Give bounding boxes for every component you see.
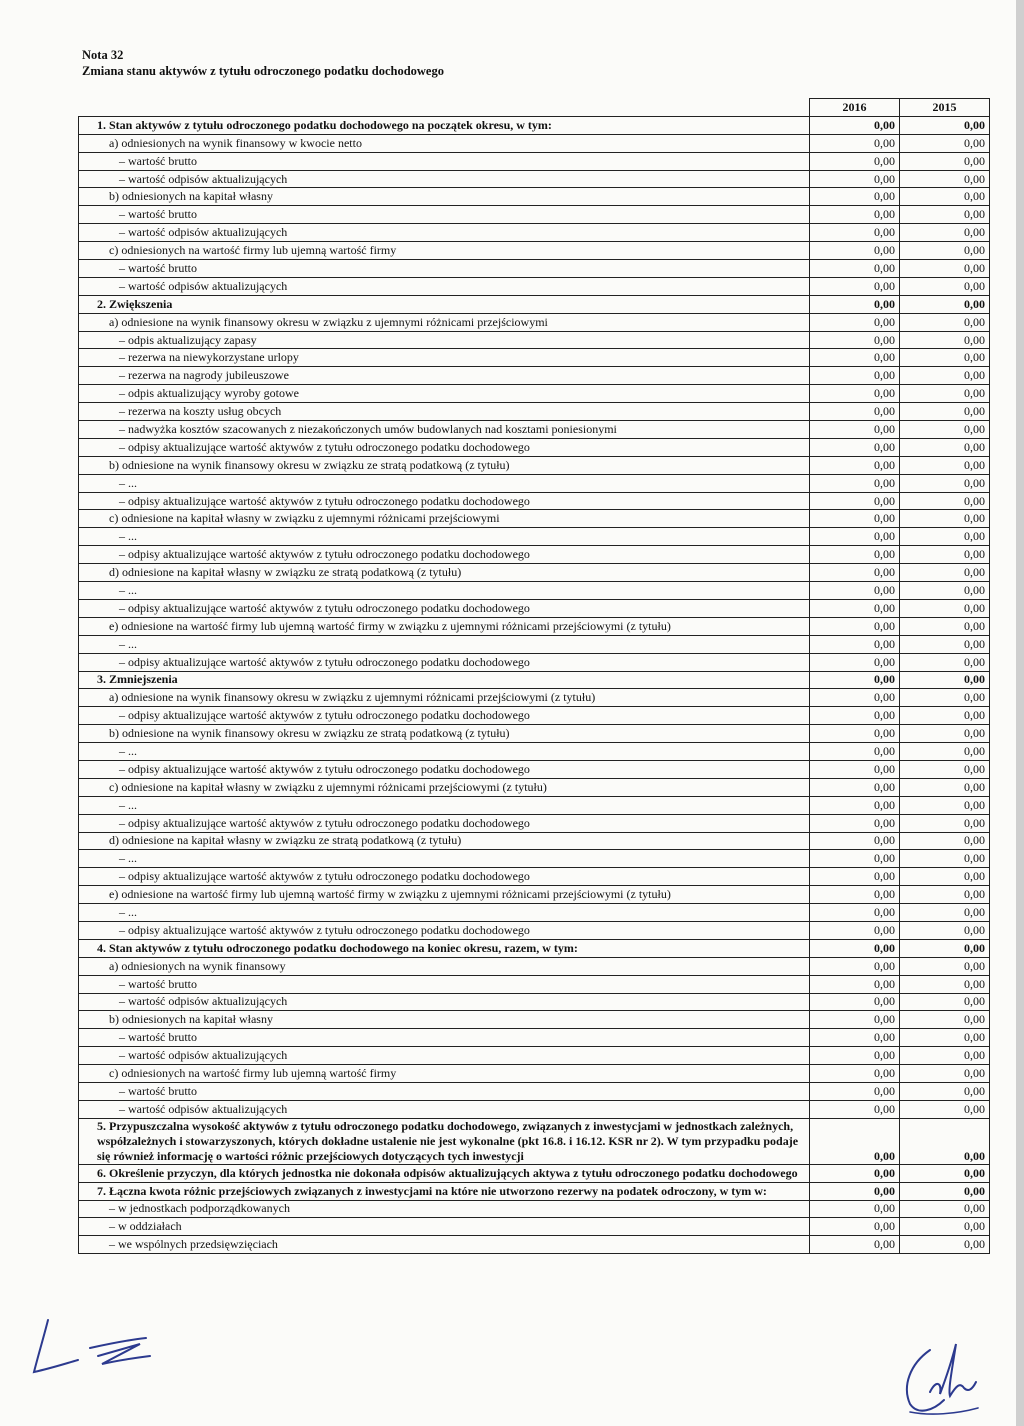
value-2015: 0,00 bbox=[900, 1236, 990, 1254]
value-2016: 0,00 bbox=[810, 421, 900, 439]
table-row bbox=[79, 635, 990, 653]
header-blank-cell bbox=[79, 99, 810, 117]
value-2016: 0,00 bbox=[810, 904, 900, 922]
value-2015: 0,00 bbox=[900, 1200, 990, 1218]
value-2015: 0,00 bbox=[900, 564, 990, 582]
value-2015: 0,00 bbox=[900, 957, 990, 975]
row-label: – odpis aktualizujący zapasy bbox=[79, 331, 810, 349]
row-label: c) odniesione na kapitał własny w związku z ujemnymi różnicami przejściowymi (z tytułu) bbox=[79, 778, 810, 796]
value-2015: 0,00 bbox=[900, 725, 990, 743]
table-row bbox=[79, 796, 990, 814]
row-label: – ... bbox=[79, 528, 810, 546]
value-2015: 0,00 bbox=[900, 1182, 990, 1200]
handwritten-signature-right bbox=[890, 1330, 990, 1420]
value-2015: 0,00 bbox=[900, 1029, 990, 1047]
table-row bbox=[79, 832, 990, 850]
row-label: c) odniesione na kapitał własny w związku z ujemnymi różnicami przejściowymi bbox=[79, 510, 810, 528]
value-2016: 0,00 bbox=[810, 1200, 900, 1218]
value-2015: 0,00 bbox=[900, 385, 990, 403]
table-row bbox=[79, 582, 990, 600]
table-row bbox=[79, 474, 990, 492]
row-label: – odpisy aktualizujące wartość aktywów z tytułu odroczonego podatku dochodowego bbox=[79, 492, 810, 510]
value-2016: 0,00 bbox=[810, 957, 900, 975]
row-label: – odpisy aktualizujące wartość aktywów z tytułu odroczonego podatku dochodowego bbox=[79, 546, 810, 564]
value-2016: 0,00 bbox=[810, 778, 900, 796]
value-2016: 0,00 bbox=[810, 993, 900, 1011]
value-2016: 0,00 bbox=[810, 599, 900, 617]
deferred-tax-assets-table bbox=[78, 98, 990, 1254]
value-2016: 0,00 bbox=[810, 635, 900, 653]
value-2016: 0,00 bbox=[810, 939, 900, 957]
table-row bbox=[79, 277, 990, 295]
value-2015: 0,00 bbox=[900, 349, 990, 367]
row-label: – wartość odpisów aktualizujących bbox=[79, 170, 810, 188]
value-2015: 0,00 bbox=[900, 492, 990, 510]
row-label: – odpisy aktualizujące wartość aktywów z tytułu odroczonego podatku dochodowego bbox=[79, 599, 810, 617]
header-year-2016: 2016 bbox=[810, 99, 900, 117]
value-2015: 0,00 bbox=[900, 421, 990, 439]
value-2016: 0,00 bbox=[810, 725, 900, 743]
table-row bbox=[79, 170, 990, 188]
table-row bbox=[79, 313, 990, 331]
row-label: – wartość odpisów aktualizujących bbox=[79, 224, 810, 242]
table-row bbox=[79, 331, 990, 349]
value-2016: 0,00 bbox=[810, 1182, 900, 1200]
value-2016: 0,00 bbox=[810, 1236, 900, 1254]
value-2016: 0,00 bbox=[810, 868, 900, 886]
value-2015: 0,00 bbox=[900, 921, 990, 939]
value-2015: 0,00 bbox=[900, 260, 990, 278]
row-label: – ... bbox=[79, 474, 810, 492]
value-2015: 0,00 bbox=[900, 1065, 990, 1083]
table-row bbox=[79, 1236, 990, 1254]
value-2015: 0,00 bbox=[900, 206, 990, 224]
value-2016: 0,00 bbox=[810, 295, 900, 313]
row-label: a) odniesione na wynik finansowy okresu w związku z ujemnymi różnicami przejściowymi (z tytułu) bbox=[79, 689, 810, 707]
row-label: – rezerwa na niewykorzystane urlopy bbox=[79, 349, 810, 367]
table-row bbox=[79, 743, 990, 761]
row-label: – wartość brutto bbox=[79, 152, 810, 170]
table-row bbox=[79, 957, 990, 975]
table-row bbox=[79, 939, 990, 957]
value-2016: 0,00 bbox=[810, 582, 900, 600]
table-row bbox=[79, 599, 990, 617]
value-2015: 0,00 bbox=[900, 528, 990, 546]
value-2016: 0,00 bbox=[810, 707, 900, 725]
value-2015: 0,00 bbox=[900, 1164, 990, 1182]
row-label: b) odniesione na wynik finansowy okresu w związku ze stratą podatkową (z tytułu) bbox=[79, 456, 810, 474]
value-2015: 0,00 bbox=[900, 850, 990, 868]
table-row bbox=[79, 993, 990, 1011]
value-2015: 0,00 bbox=[900, 743, 990, 761]
row-label: 1. Stan aktywów z tytułu odroczonego podatku dochodowego na początek okresu, w tym: bbox=[79, 116, 810, 134]
value-2016: 0,00 bbox=[810, 796, 900, 814]
table-row bbox=[79, 224, 990, 242]
value-2015: 0,00 bbox=[900, 313, 990, 331]
value-2015: 0,00 bbox=[900, 1218, 990, 1236]
value-2016: 0,00 bbox=[810, 1118, 900, 1164]
row-label: – odpisy aktualizujące wartość aktywów z tytułu odroczonego podatku dochodowego bbox=[79, 707, 810, 725]
value-2015: 0,00 bbox=[900, 1047, 990, 1065]
value-2015: 0,00 bbox=[900, 904, 990, 922]
value-2016: 0,00 bbox=[810, 1100, 900, 1118]
row-label: 4. Stan aktywów z tytułu odroczonego podatku dochodowego na koniec okresu, razem, w tym: bbox=[79, 939, 810, 957]
initials-signature-left bbox=[28, 1300, 178, 1380]
value-2016: 0,00 bbox=[810, 653, 900, 671]
value-2016: 0,00 bbox=[810, 492, 900, 510]
row-label: – rezerwa na koszty usług obcych bbox=[79, 403, 810, 421]
value-2015: 0,00 bbox=[900, 438, 990, 456]
value-2015: 0,00 bbox=[900, 599, 990, 617]
row-label: – ... bbox=[79, 796, 810, 814]
row-label: – w jednostkach podporządkowanych bbox=[79, 1200, 810, 1218]
row-label: 6. Określenie przyczyn, dla których jednostka nie dokonała odpisów aktualizujących aktywa z tytułu odroczonego podatku dochodowego bbox=[79, 1164, 810, 1182]
row-label: – nadwyżka kosztów szacowanych z niezakończonych umów budowlanych nad kosztami poniesionymi bbox=[79, 421, 810, 439]
value-2015: 0,00 bbox=[900, 510, 990, 528]
table-row bbox=[79, 116, 990, 134]
table-row bbox=[79, 814, 990, 832]
value-2016: 0,00 bbox=[810, 850, 900, 868]
row-label: a) odniesione na wynik finansowy okresu w związku z ujemnymi różnicami przejściowymi bbox=[79, 313, 810, 331]
table-row bbox=[79, 689, 990, 707]
row-label: b) odniesione na wynik finansowy okresu w związku ze stratą podatkową (z tytułu) bbox=[79, 725, 810, 743]
table-row bbox=[79, 564, 990, 582]
value-2016: 0,00 bbox=[810, 313, 900, 331]
value-2016: 0,00 bbox=[810, 188, 900, 206]
value-2016: 0,00 bbox=[810, 170, 900, 188]
row-label: e) odniesione na wartość firmy lub ujemną wartość firmy w związku z ujemnymi różnicami przejściowymi (z tytułu) bbox=[79, 617, 810, 635]
row-label: – wartość odpisów aktualizujących bbox=[79, 277, 810, 295]
table-row bbox=[79, 671, 990, 689]
value-2015: 0,00 bbox=[900, 170, 990, 188]
value-2016: 0,00 bbox=[810, 886, 900, 904]
table-body bbox=[79, 116, 990, 1253]
value-2016: 0,00 bbox=[810, 134, 900, 152]
value-2016: 0,00 bbox=[810, 671, 900, 689]
table-row bbox=[79, 242, 990, 260]
table-row bbox=[79, 886, 990, 904]
value-2016: 0,00 bbox=[810, 1011, 900, 1029]
value-2016: 0,00 bbox=[810, 617, 900, 635]
row-label: – odpis aktualizujący wyroby gotowe bbox=[79, 385, 810, 403]
value-2015: 0,00 bbox=[900, 617, 990, 635]
value-2016: 0,00 bbox=[810, 242, 900, 260]
row-label: 7. Łączna kwota różnic przejściowych związanych z inwestycjami na które nie utworzono rezerwy na podatek odroczony, w tym w: bbox=[79, 1182, 810, 1200]
row-label: – odpisy aktualizujące wartość aktywów z tytułu odroczonego podatku dochodowego bbox=[79, 868, 810, 886]
row-label: – odpisy aktualizujące wartość aktywów z tytułu odroczonego podatku dochodowego bbox=[79, 814, 810, 832]
row-label: e) odniesione na wartość firmy lub ujemną wartość firmy w związku z ujemnymi różnicami przejściowymi (z tytułu) bbox=[79, 886, 810, 904]
row-label: – odpisy aktualizujące wartość aktywów z tytułu odroczonego podatku dochodowego bbox=[79, 921, 810, 939]
table-row bbox=[79, 206, 990, 224]
value-2015: 0,00 bbox=[900, 653, 990, 671]
value-2016: 0,00 bbox=[810, 277, 900, 295]
row-label: – rezerwa na nagrody jubileuszowe bbox=[79, 367, 810, 385]
value-2015: 0,00 bbox=[900, 886, 990, 904]
note-title: Zmiana stanu aktywów z tytułu odroczonego podatku dochodowego bbox=[82, 64, 444, 78]
value-2016: 0,00 bbox=[810, 456, 900, 474]
table-row bbox=[79, 707, 990, 725]
value-2015: 0,00 bbox=[900, 635, 990, 653]
value-2015: 0,00 bbox=[900, 868, 990, 886]
value-2016: 0,00 bbox=[810, 510, 900, 528]
table-row bbox=[79, 510, 990, 528]
row-label: a) odniesionych na wynik finansowy bbox=[79, 957, 810, 975]
row-label: – we wspólnych przedsięwzięciach bbox=[79, 1236, 810, 1254]
table-row bbox=[79, 904, 990, 922]
row-label: – odpisy aktualizujące wartość aktywów z tytułu odroczonego podatku dochodowego bbox=[79, 653, 810, 671]
row-label: b) odniesionych na kapitał własny bbox=[79, 188, 810, 206]
table-row bbox=[79, 1218, 990, 1236]
row-label: – ... bbox=[79, 582, 810, 600]
table-row bbox=[79, 1182, 990, 1200]
value-2016: 0,00 bbox=[810, 1082, 900, 1100]
row-label: – wartość brutto bbox=[79, 1029, 810, 1047]
row-label: – wartość odpisów aktualizujących bbox=[79, 993, 810, 1011]
table-row bbox=[79, 1011, 990, 1029]
table-row bbox=[79, 492, 990, 510]
table-row bbox=[79, 653, 990, 671]
row-label: – wartość odpisów aktualizujących bbox=[79, 1047, 810, 1065]
row-label: – w oddziałach bbox=[79, 1218, 810, 1236]
note-number: Nota 32 bbox=[82, 48, 124, 62]
value-2015: 0,00 bbox=[900, 224, 990, 242]
table-row bbox=[79, 367, 990, 385]
value-2016: 0,00 bbox=[810, 564, 900, 582]
table-row bbox=[79, 725, 990, 743]
table-row bbox=[79, 1164, 990, 1182]
row-label: – wartość brutto bbox=[79, 260, 810, 278]
value-2015: 0,00 bbox=[900, 152, 990, 170]
value-2016: 0,00 bbox=[810, 528, 900, 546]
row-label: – ... bbox=[79, 635, 810, 653]
table-row bbox=[79, 1100, 990, 1118]
value-2015: 0,00 bbox=[900, 277, 990, 295]
table-row bbox=[79, 1082, 990, 1100]
table-row bbox=[79, 528, 990, 546]
table-row bbox=[79, 1029, 990, 1047]
row-label: – ... bbox=[79, 904, 810, 922]
value-2016: 0,00 bbox=[810, 743, 900, 761]
value-2016: 0,00 bbox=[810, 1047, 900, 1065]
row-label: – ... bbox=[79, 850, 810, 868]
row-label: – wartość brutto bbox=[79, 206, 810, 224]
table-row bbox=[79, 760, 990, 778]
value-2016: 0,00 bbox=[810, 403, 900, 421]
value-2016: 0,00 bbox=[810, 832, 900, 850]
value-2015: 0,00 bbox=[900, 1082, 990, 1100]
value-2016: 0,00 bbox=[810, 367, 900, 385]
value-2015: 0,00 bbox=[900, 939, 990, 957]
table-row bbox=[79, 868, 990, 886]
value-2016: 0,00 bbox=[810, 975, 900, 993]
table-row bbox=[79, 438, 990, 456]
value-2015: 0,00 bbox=[900, 367, 990, 385]
value-2015: 0,00 bbox=[900, 832, 990, 850]
row-label: – wartość brutto bbox=[79, 975, 810, 993]
value-2015: 0,00 bbox=[900, 993, 990, 1011]
row-label: 5. Przypuszczalna wysokość aktywów z tytułu odroczonego podatku dochodowego, związanych z inwestycjami w jednostkach zależnych, współzależnych i stowarzyszonych, których dokładne ustalenie nie jest wykonalne (pkt 16.8. i 16.12. KSR nr 2). W tym przypadku podaje się również informację o wartości różnic przejściowych dotyczących tych inwestycji bbox=[79, 1118, 810, 1164]
value-2015: 0,00 bbox=[900, 134, 990, 152]
value-2016: 0,00 bbox=[810, 385, 900, 403]
row-label: – wartość odpisów aktualizujących bbox=[79, 1100, 810, 1118]
value-2016: 0,00 bbox=[810, 1065, 900, 1083]
value-2016: 0,00 bbox=[810, 474, 900, 492]
value-2016: 0,00 bbox=[810, 438, 900, 456]
value-2015: 0,00 bbox=[900, 814, 990, 832]
row-label: – odpisy aktualizujące wartość aktywów z tytułu odroczonego podatku dochodowego bbox=[79, 760, 810, 778]
value-2016: 0,00 bbox=[810, 921, 900, 939]
value-2015: 0,00 bbox=[900, 403, 990, 421]
table-row bbox=[79, 1200, 990, 1218]
table-row bbox=[79, 403, 990, 421]
row-label: b) odniesionych na kapitał własny bbox=[79, 1011, 810, 1029]
value-2015: 0,00 bbox=[900, 671, 990, 689]
table-row bbox=[79, 921, 990, 939]
table-row bbox=[79, 546, 990, 564]
value-2016: 0,00 bbox=[810, 206, 900, 224]
table-row bbox=[79, 152, 990, 170]
value-2016: 0,00 bbox=[810, 760, 900, 778]
row-label: c) odniesionych na wartość firmy lub ujemną wartość firmy bbox=[79, 242, 810, 260]
value-2015: 0,00 bbox=[900, 778, 990, 796]
table-row bbox=[79, 260, 990, 278]
value-2015: 0,00 bbox=[900, 760, 990, 778]
value-2016: 0,00 bbox=[810, 814, 900, 832]
value-2016: 0,00 bbox=[810, 331, 900, 349]
value-2015: 0,00 bbox=[900, 188, 990, 206]
value-2015: 0,00 bbox=[900, 582, 990, 600]
row-label: 3. Zmniejszenia bbox=[79, 671, 810, 689]
table-row bbox=[79, 421, 990, 439]
table-row bbox=[79, 134, 990, 152]
table-row bbox=[79, 188, 990, 206]
header-year-2015: 2015 bbox=[900, 99, 990, 117]
value-2015: 0,00 bbox=[900, 1100, 990, 1118]
table-header-row bbox=[79, 99, 990, 117]
value-2016: 0,00 bbox=[810, 1164, 900, 1182]
value-2016: 0,00 bbox=[810, 1218, 900, 1236]
value-2015: 0,00 bbox=[900, 116, 990, 134]
value-2015: 0,00 bbox=[900, 331, 990, 349]
value-2016: 0,00 bbox=[810, 1029, 900, 1047]
table-row bbox=[79, 975, 990, 993]
table-row bbox=[79, 617, 990, 635]
value-2016: 0,00 bbox=[810, 116, 900, 134]
value-2016: 0,00 bbox=[810, 224, 900, 242]
value-2015: 0,00 bbox=[900, 295, 990, 313]
value-2016: 0,00 bbox=[810, 152, 900, 170]
row-label: c) odniesionych na wartość firmy lub ujemną wartość firmy bbox=[79, 1065, 810, 1083]
table-row bbox=[79, 456, 990, 474]
value-2016: 0,00 bbox=[810, 349, 900, 367]
value-2015: 0,00 bbox=[900, 707, 990, 725]
value-2015: 0,00 bbox=[900, 546, 990, 564]
value-2015: 0,00 bbox=[900, 1118, 990, 1164]
scan-edge bbox=[1016, 0, 1024, 1426]
table-row bbox=[79, 850, 990, 868]
table-row bbox=[79, 385, 990, 403]
value-2016: 0,00 bbox=[810, 689, 900, 707]
table-row bbox=[79, 1065, 990, 1083]
row-label: d) odniesione na kapitał własny w związku ze stratą podatkową (z tytułu) bbox=[79, 564, 810, 582]
value-2015: 0,00 bbox=[900, 975, 990, 993]
value-2015: 0,00 bbox=[900, 689, 990, 707]
value-2015: 0,00 bbox=[900, 474, 990, 492]
table-row bbox=[79, 778, 990, 796]
row-label: – ... bbox=[79, 743, 810, 761]
row-label: – wartość brutto bbox=[79, 1082, 810, 1100]
row-label: a) odniesionych na wynik finansowy w kwocie netto bbox=[79, 134, 810, 152]
value-2016: 0,00 bbox=[810, 546, 900, 564]
value-2015: 0,00 bbox=[900, 242, 990, 260]
value-2015: 0,00 bbox=[900, 1011, 990, 1029]
table-row bbox=[79, 349, 990, 367]
table-row bbox=[79, 1118, 990, 1164]
value-2015: 0,00 bbox=[900, 796, 990, 814]
value-2015: 0,00 bbox=[900, 456, 990, 474]
row-label: – odpisy aktualizujące wartość aktywów z tytułu odroczonego podatku dochodowego bbox=[79, 438, 810, 456]
row-label: d) odniesione na kapitał własny w związku ze stratą podatkową (z tytułu) bbox=[79, 832, 810, 850]
value-2016: 0,00 bbox=[810, 260, 900, 278]
note-heading bbox=[82, 47, 444, 79]
table-row bbox=[79, 295, 990, 313]
table-row bbox=[79, 1047, 990, 1065]
row-label: 2. Zwiększenia bbox=[79, 295, 810, 313]
